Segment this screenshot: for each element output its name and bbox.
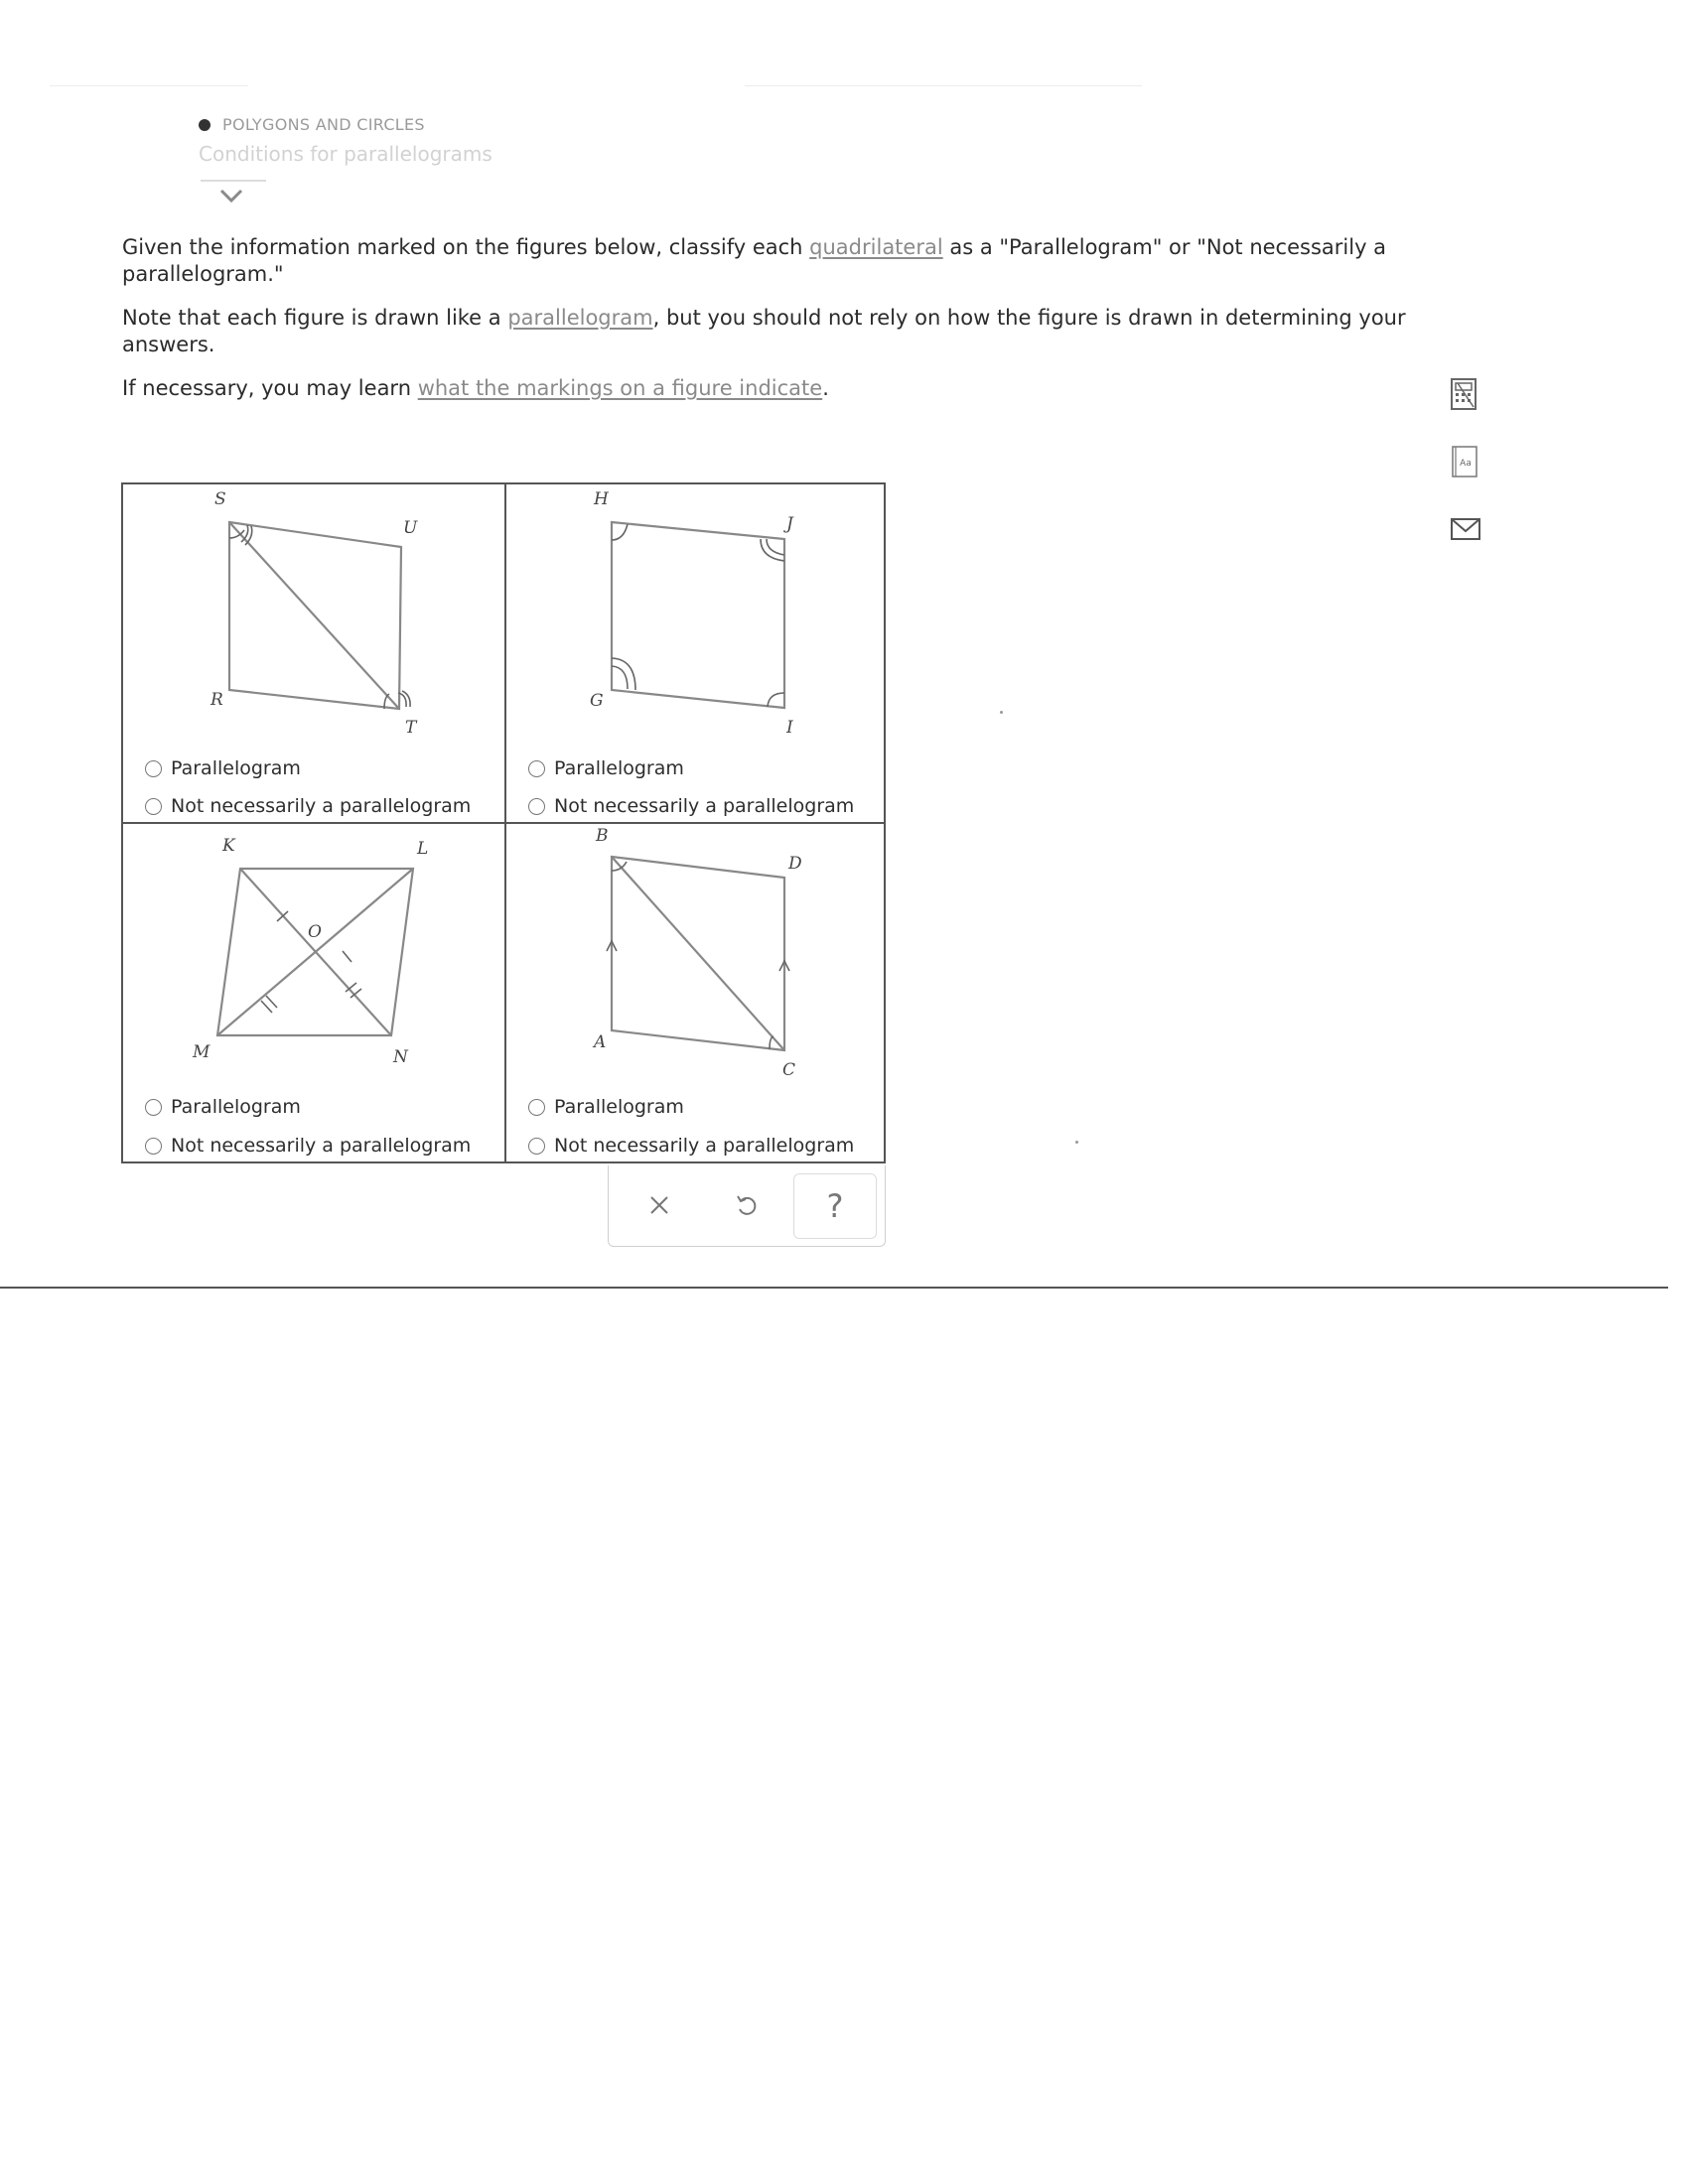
- mail-icon[interactable]: [1450, 516, 1481, 546]
- breadcrumb: [199, 115, 492, 134]
- vertex-label-r: R: [211, 690, 223, 710]
- parallelogram-link[interactable]: parallelogram: [507, 306, 653, 330]
- instruction-paragraph-1: Given the information marked on the figures below, classify each quadrilateral as a "Parallelogram" or "Not necessarily a parallelogram.": [122, 235, 1387, 286]
- markings-link[interactable]: what the markings on a figure indicate: [417, 376, 823, 400]
- figure-grid: [121, 482, 886, 1163]
- radio-button[interactable]: [528, 1138, 545, 1155]
- vertex-label-b: B: [596, 826, 609, 846]
- figure-cell-3: [123, 824, 504, 1163]
- vertex-label-h: H: [594, 489, 609, 509]
- instruction-paragraph-3: If necessary, you may learn what the markings on a figure indicate.: [122, 376, 829, 400]
- radio-button[interactable]: [145, 760, 162, 777]
- figure-sutr: [123, 484, 504, 743]
- instructions: [122, 234, 1433, 419]
- page-bottom-rule: [0, 1287, 1668, 1289]
- help-icon: ?: [826, 1187, 844, 1225]
- figure-3-option-not-necessarily[interactable]: Not necessarily a parallelogram: [145, 1135, 471, 1157]
- bullet-icon: [199, 119, 211, 131]
- figure-cell-1: [123, 484, 504, 822]
- svg-text:Aa: Aa: [1460, 459, 1472, 469]
- radio-button[interactable]: [145, 798, 162, 815]
- figure-1-option-parallelogram[interactable]: Parallelogram: [145, 757, 301, 779]
- topic-header[interactable]: [199, 115, 492, 207]
- vertex-label-t: T: [405, 718, 417, 738]
- figure-3-option-parallelogram[interactable]: Parallelogram: [145, 1096, 301, 1118]
- vertex-label-a: A: [594, 1032, 607, 1052]
- figure-2-option-parallelogram[interactable]: Parallelogram: [528, 757, 684, 779]
- vertex-label-s: S: [214, 489, 226, 509]
- vertex-label-i: I: [786, 718, 793, 738]
- close-icon: [648, 1194, 670, 1216]
- figure-hjig: [506, 484, 886, 743]
- quadrilateral-link[interactable]: quadrilateral: [809, 235, 943, 259]
- vertex-label-n: N: [393, 1047, 408, 1067]
- figure-cell-4: [506, 824, 886, 1163]
- figure-klnm: [123, 824, 504, 1082]
- figure-4-option-parallelogram[interactable]: Parallelogram: [528, 1096, 684, 1118]
- figure-2-option-not-necessarily[interactable]: Not necessarily a parallelogram: [528, 795, 854, 817]
- vertex-label-g: G: [590, 691, 604, 711]
- vertex-label-k: K: [222, 836, 235, 856]
- undo-icon: [734, 1192, 760, 1218]
- help-button[interactable]: [793, 1173, 877, 1239]
- radio-button[interactable]: [528, 798, 545, 815]
- clear-button[interactable]: [619, 1173, 700, 1237]
- chevron-down-icon[interactable]: [218, 188, 492, 207]
- vertex-label-m: M: [193, 1042, 211, 1062]
- scan-speck: [1000, 711, 1003, 714]
- radio-button[interactable]: [528, 1099, 545, 1116]
- category-label: POLYGONS AND CIRCLES: [222, 115, 425, 134]
- top-rule-right: [745, 85, 1142, 86]
- vertex-label-u: U: [403, 518, 418, 538]
- topic-title: Conditions for parallelograms: [199, 142, 492, 166]
- figure-bdca: [506, 824, 886, 1082]
- radio-button[interactable]: [145, 1099, 162, 1116]
- figure-4-option-not-necessarily[interactable]: Not necessarily a parallelogram: [528, 1135, 854, 1157]
- topic-underline: [201, 180, 266, 182]
- figure-1-option-not-necessarily[interactable]: Not necessarily a parallelogram: [145, 795, 471, 817]
- vertex-label-l: L: [417, 839, 429, 859]
- vertex-label-d: D: [788, 854, 802, 874]
- undo-button[interactable]: [706, 1173, 787, 1237]
- scan-speck: [1075, 1141, 1078, 1144]
- top-rule-left: [50, 85, 248, 86]
- radio-button[interactable]: [145, 1138, 162, 1155]
- vertex-label-j: J: [786, 514, 793, 534]
- figure-cell-2: [506, 484, 886, 822]
- vertex-label-c: C: [782, 1060, 796, 1080]
- vertex-label-o: O: [308, 922, 322, 942]
- answer-toolbar: [608, 1165, 886, 1247]
- dictionary-icon[interactable]: [1450, 445, 1479, 482]
- instruction-paragraph-2: Note that each figure is drawn like a parallelogram, but you should not rely on how the figure is drawn in determining your answers.: [122, 306, 1406, 356]
- calculator-icon[interactable]: [1450, 377, 1479, 415]
- radio-button[interactable]: [528, 760, 545, 777]
